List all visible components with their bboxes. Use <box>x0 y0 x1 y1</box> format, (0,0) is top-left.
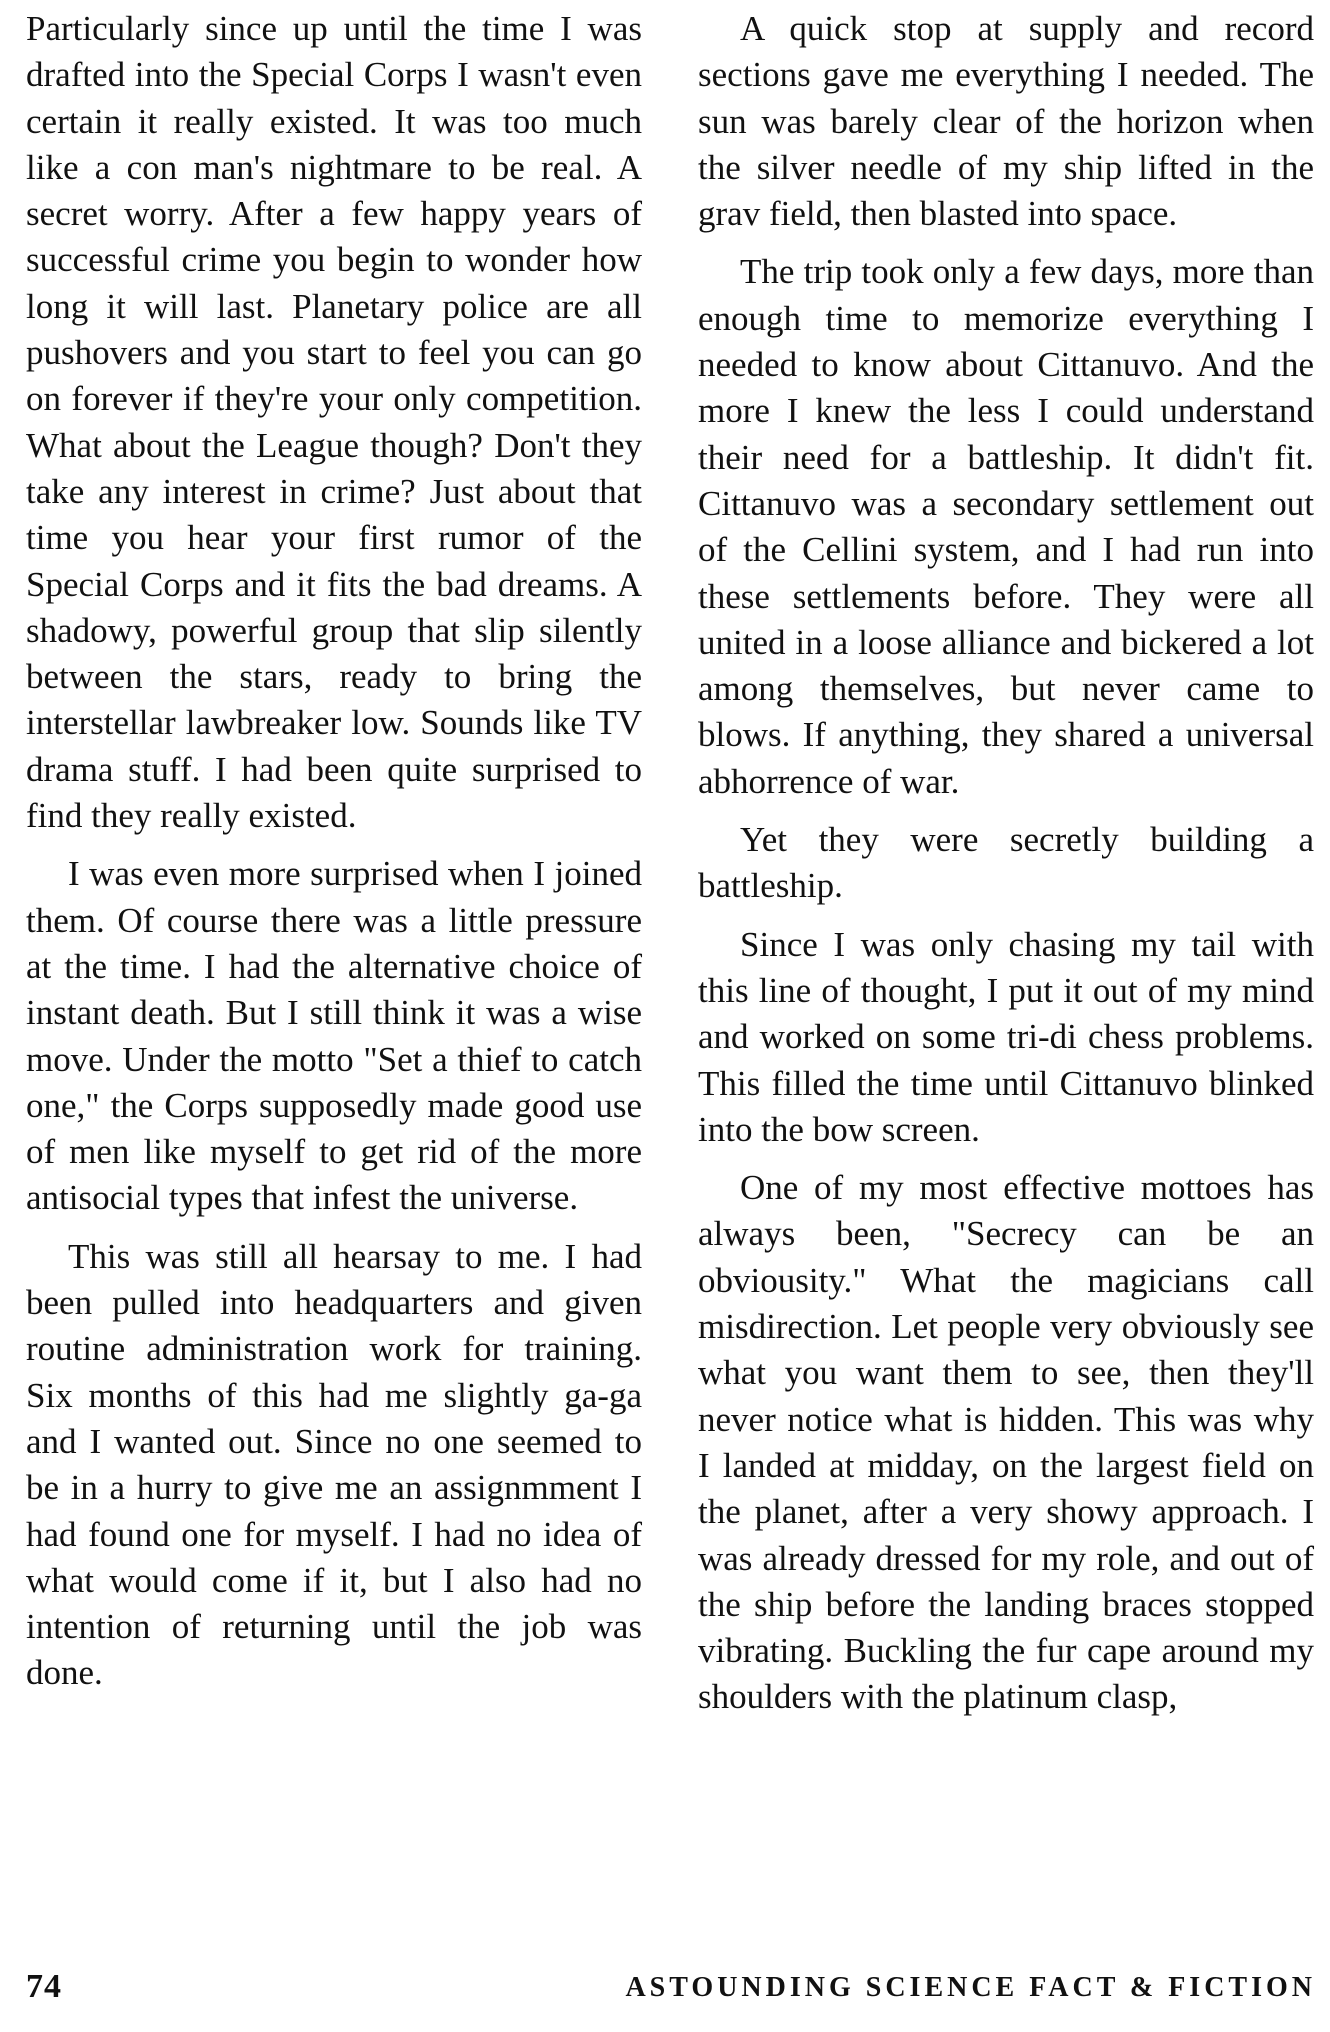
paragraph: Since I was only chasing my tail with this line of thought, I put it out of my mind and worked on some tri-di chess problems. This filled the time until Cittanuvo blinked into the bow screen. <box>698 924 1314 1149</box>
left-text-column <box>26 6 642 1709</box>
paragraph: The trip took only a few days, more than enough time to memorize everything I needed to know about Cittanuvo. And the more I knew the less I could understand their need for a battleship. It didn't fit. Cittanuvo was a secondary settlement out of the Cellini system, and I had run into these settlements before. They were all united in a loose alliance and bickered a lot among themselves, but never came to blows. If anything, they shared a universal abhorrence of war. <box>698 252 1314 801</box>
page-number: 74 <box>26 1968 62 2005</box>
paragraph: Yet they were secretly building a battleship. <box>698 820 1314 906</box>
paragraph: I was even more surprised when I joined them. Of course there was a little pressure at the time. I had the alternative choice of instant death. But I still think it was a wise move. Under the motto "Set a thief to catch one," the Corps supposedly made good use of men like myself to get rid of the more antisocial types that infest the universe. <box>26 854 642 1218</box>
page-footer <box>26 1968 1316 2018</box>
right-text-column <box>698 6 1314 1733</box>
paragraph: Particularly since up until the time I was drafted into the Special Corps I wasn't even certain it really existed. It was too much like a con man's nightmare to be real. A secret worry. After a few happy years of successful crime you begin to wonder how long it will last. Planetary police are all pushovers and you start to feel you can go on forever if they're your only competition. What about the League though? Don't they take any interest in crime? Just about that time you hear your first rumor of the Special Corps and it fits the bad dreams. A shadowy, powerful group that slip silently between the stars, ready to bring the interstellar lawbreaker low. Sounds like TV drama stuff. I had been quite surprised to find they really existed. <box>26 9 642 836</box>
paragraph: This was still all hearsay to me. I had been pulled into headquarters and given routine administration work for training. Six months of this had me slightly ga-ga and I wanted out. Since no one seemed to be in a hurry to give me an assignmment I had found one for myself. I had no idea of what would come if it, but I also had no intention of returning until the job was done. <box>26 1236 642 1693</box>
paragraph: A quick stop at supply and record sections gave me everything I needed. The sun was barely clear of the horizon when the silver needle of my ship lifted in the grav field, then blasted into space. <box>698 9 1314 234</box>
paragraph: One of my most effective mottoes has always been, "Secrecy can be an obviousity." What the magicians call misdirection. Let people very obviously see what you want them to see, then they'll never notice what is hidden. This was why I landed at midday, on the largest field on the planet, after a very showy approach. I was already dressed for my role, and out of the ship before the landing braces stopped vibrating. Buckling the fur cape around my shoulders with the platinum clasp, <box>698 1168 1314 1717</box>
running-title: ASTOUNDING SCIENCE FACT & FICTION <box>625 1972 1316 2003</box>
